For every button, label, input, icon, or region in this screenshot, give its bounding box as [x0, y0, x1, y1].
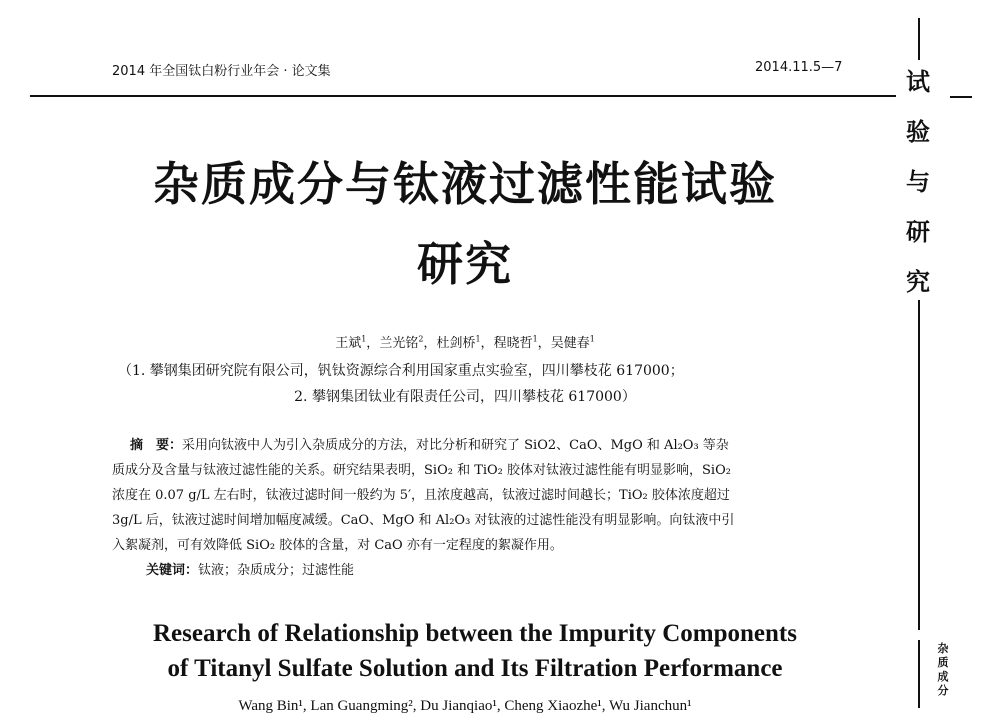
english-authors: Wang Bin¹, Lan Guangming², Du Jianqiao¹, Cheng Xiaozhe¹, Wu Jianchun¹ [238, 698, 692, 714]
abstract [112, 433, 872, 583]
abstract-label: 摘 要： [130, 438, 183, 453]
abstract-line-3: 浓度在 0.07 g/L 左右时，钛液过滤时间一般约为 5′，且浓度越高，钛液过滤时间越长；TiO₂ 胶体浓度超过 [112, 488, 730, 503]
english-title-line2: of Titanyl Sulfate Solution and Its Filtration Performance [167, 655, 783, 682]
affiliation-1: （1. 攀钢集团研究院有限公司，钒钛资源综合利用国家重点实验室，四川攀枝花 617000； [118, 363, 684, 379]
author-affiliation-mark: 2 [418, 334, 424, 344]
running-header-right: 2014.11.5—7 [755, 60, 843, 75]
affiliation-2: 2. 攀钢集团钛业有限责任公司，四川攀枝花 617000） [294, 389, 636, 405]
sidebar-small-2: 质 [937, 656, 949, 669]
header-rule [30, 95, 896, 97]
author-affiliation-mark: 1 [475, 334, 481, 344]
keywords-label: 关键词： [146, 563, 199, 578]
page-title-line2: 研究 [417, 237, 513, 291]
sidebar-char-4: 研 [906, 218, 930, 246]
sidebar-rule-top [918, 18, 920, 60]
sidebar-small-4: 分 [937, 684, 949, 697]
author-list: 王斌$^1$，兰光铭$^2$，杜剑桥$^1$，程晓哲$^1$，吴健春$^1$ [335, 334, 595, 351]
author-affiliation-mark: 1 [532, 334, 538, 344]
sidebar-small-1: 杂 [937, 642, 949, 655]
author-affiliation-mark: 1 [361, 334, 367, 344]
author-name: 王斌 [335, 336, 362, 351]
keywords-line [112, 558, 872, 583]
abstract-line-1: 摘 要：采用向钛液中人为引入杂质成分的方法，对比分析和研究了 SiO2、CaO、MgO 和 Al₂O₃ 等杂 [130, 438, 729, 453]
author-affiliation-mark: 1 [589, 334, 595, 344]
abstract-line-4: 3g/L 后，钛液过滤时间增加幅度减缓。CaO、MgO 和 Al₂O₃ 对钛液的过滤性能没有明显影响。向钛液中引 [112, 513, 735, 528]
author-name: 杜剑桥 [436, 336, 476, 351]
sidebar-small-3: 成 [937, 670, 949, 683]
sidebar-rule-bottom [918, 640, 920, 708]
author-name: 吴健春 [550, 336, 590, 351]
keywords-text: 钛液；杂质成分；过滤性能 [198, 563, 355, 578]
sidebar-char-5: 究 [906, 268, 930, 296]
english-title-line1: Research of Relationship between the Impurity Components [153, 620, 797, 647]
sidebar-char-3: 与 [906, 168, 930, 196]
sidebar-char-2: 验 [906, 118, 930, 146]
running-header-left: 2014 年全国钛白粉行业年会 · 论文集 [112, 64, 331, 79]
sidebar-tick [950, 96, 972, 98]
abstract-line-5: 入絮凝剂，可有效降低 SiO₂ 胶体的含量，对 CaO 亦有一定程度的絮凝作用。 [112, 538, 563, 553]
page-title-line1: 杂质成分与钛液过滤性能试验 [153, 157, 777, 211]
sidebar-char-1: 试 [906, 68, 930, 96]
sidebar-rule-middle [918, 300, 920, 630]
author-name: 程晓哲 [493, 336, 533, 351]
abstract-line-2: 质成分及含量与钛液过滤性能的关系。研究结果表明，SiO₂ 和 TiO₂ 胶体对钛液过滤性能有明显影响，SiO₂ [112, 463, 731, 478]
author-name: 兰光铭 [379, 336, 419, 351]
